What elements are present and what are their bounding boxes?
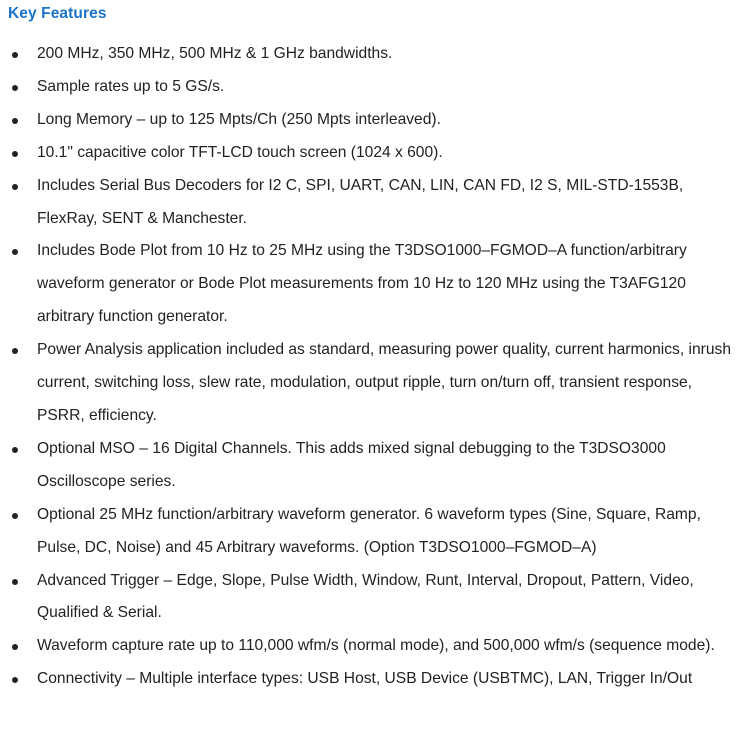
bullet-icon: [12, 249, 18, 255]
feature-text: Includes Bode Plot from 10 Hz to 25 MHz using the T3DSO1000–FGMOD–A function/arbitrary waveform generator or Bode Plot measurements from 10 Hz to 120 MHz using the T3AFG120 arbitrary function generator.: [37, 242, 687, 326]
feature-list: [8, 38, 740, 696]
list-item: [8, 663, 740, 696]
bullet-icon: [12, 151, 18, 157]
feature-text: Advanced Trigger – Edge, Slope, Pulse Width, Window, Runt, Interval, Dropout, Pattern, Video, Qualified & Serial.: [37, 571, 694, 622]
bullet-icon: [12, 579, 18, 585]
feature-text: Connectivity – Multiple interface types: USB Host, USB Device (USBTMC), LAN, Trigger In/Out: [37, 670, 693, 688]
bullet-icon: [12, 513, 18, 519]
list-item: [8, 565, 740, 631]
list-item: [8, 104, 740, 137]
list-item: [8, 137, 740, 170]
bullet-icon: [12, 52, 18, 58]
bullet-icon: [12, 184, 18, 190]
list-item: [8, 334, 740, 433]
bullet-icon: [12, 118, 18, 124]
list-item: [8, 71, 740, 104]
feature-text: Optional MSO – 16 Digital Channels. This adds mixed signal debugging to the T3DSO3000 Oscilloscope series.: [37, 439, 666, 490]
feature-text: 10.1" capacitive color TFT-LCD touch screen (1024 x 600).: [37, 143, 443, 161]
feature-text: 200 MHz, 350 MHz, 500 MHz & 1 GHz bandwidths.: [37, 45, 393, 62]
bullet-icon: [12, 85, 18, 91]
bullet-icon: [12, 447, 18, 453]
list-item: [8, 38, 740, 71]
list-item: [8, 170, 740, 236]
list-item: [8, 499, 740, 565]
feature-text: Optional 25 MHz function/arbitrary waveform generator. 6 waveform types (Sine, Square, Ramp, Pulse, DC, Noise) and 45 Arbitrary waveforms. (Option T3DSO1000–FGMOD–A): [37, 505, 701, 556]
list-item: [8, 235, 740, 334]
bullet-icon: [12, 644, 18, 650]
feature-text: Long Memory – up to 125 Mpts/Ch (250 Mpts interleaved).: [37, 110, 441, 128]
feature-text: Sample rates up to 5 GS/s.: [37, 77, 225, 95]
feature-text: Power Analysis application included as standard, measuring power quality, current harmonics, inrush current, switching loss, slew rate, modulation, output ripple, turn on/turn off, transient response, PSRR, efficiency.: [37, 341, 731, 424]
list-item: [8, 433, 740, 499]
bullet-icon: [12, 348, 18, 354]
section-heading: Key Features: [8, 5, 107, 22]
bullet-icon: [12, 677, 18, 683]
feature-text: Waveform capture rate up to 110,000 wfm/s (normal mode), and 500,000 wfm/s (sequence mode).: [37, 637, 715, 655]
list-item: [8, 630, 740, 663]
feature-text: Includes Serial Bus Decoders for I2 C, SPI, UART, CAN, LIN, CAN FD, I2 S, MIL-STD-1553B, FlexRay, SENT & Manchester.: [37, 176, 684, 227]
